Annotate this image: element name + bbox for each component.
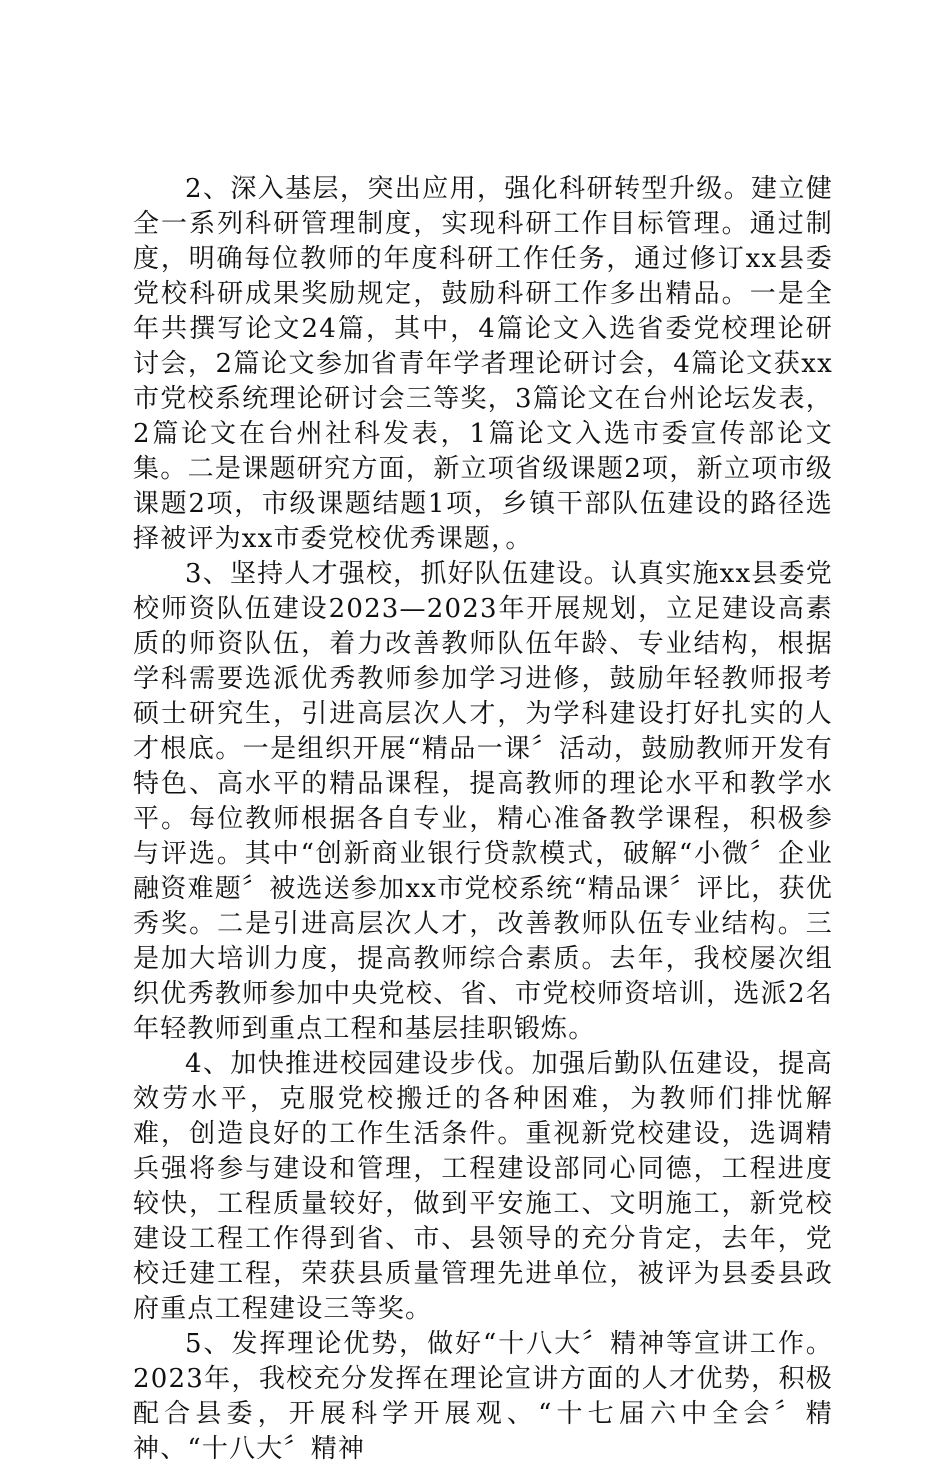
document-body bbox=[133, 172, 833, 1467]
paragraph-talent: 3、坚持人才强校，抓好队伍建设。认真实施xx县委党校师资队伍建设2023—2023年开展规划，立足建设高素质的师资队伍，着力改善教师队伍年龄、专业结构，根据学科需要选派优秀教师参加学习进修，鼓励年轻教师报考硕士研究生，引进高层次人才，为学科建设打好扎实的人才根底。一是组织开展“精品一课〞活动，鼓励教师开发有特色、高水平的精品课程，提高教师的理论水平和教学水平。每位教师根据各自专业，精心准备教学课程，积极参与评选。其中“创新商业银行贷款模式，破解“小微〞企业融资难题〞被选送参加xx市党校系统“精品课〞评比，获优秀奖。二是引进高层次人才，改善教师队伍专业结构。三是加大培训力度，提高教师综合素质。去年，我校屡次组织优秀教师参加中央党校、省、市党校师资培训，选派2名年轻教师到重点工程和基层挂职锻炼。 bbox=[133, 559, 833, 1044]
paragraph-theory: 5、发挥理论优势，做好“十八大〞精神等宣讲工作。2023年，我校充分发挥在理论宣讲方面的人才优势，积极配合县委，开展科学开展观、“十七届六中全会〞精神、“十八大〞精神 bbox=[133, 1329, 833, 1464]
paragraph-research: 2、深入基层，突出应用，强化科研转型升级。建立健全一系列科研管理制度，实现科研工作目标管理。通过制度，明确每位教师的年度科研工作任务，通过修订xx县委党校科研成果奖励规定，鼓励科研工作多出精品。一是全年共撰写论文24篇，其中，4篇论文入选省委党校理论研讨会，2篇论文参加省青年学者理论研讨会，4篇论文获xx市党校系统理论研讨会三等奖，3篇论文在台州论坛发表，2篇论文在台州社科发表，1篇论文入选市委宣传部论文集。二是课题研究方面，新立项省级课题2项，新立项市级课题2项，市级课题结题1项，乡镇干部队伍建设的路径选择被评为xx市委党校优秀课题，。 bbox=[133, 174, 833, 554]
paragraph-campus: 4、加快推进校园建设步伐。加强后勤队伍建设，提高效劳水平，克服党校搬迁的各种困难，为教师们排忧解难，创造良好的工作生活条件。重视新党校建设，选调精兵强将参与建设和管理，工程建设部同心同德，工程进度较快，工程质量较好，做到平安施工、文明施工，新党校建设工程工作得到省、市、县领导的充分肯定，去年，党校迁建工程，荣获县质量管理先进单位，被评为县委县政府重点工程建设三等奖。 bbox=[133, 1049, 833, 1324]
